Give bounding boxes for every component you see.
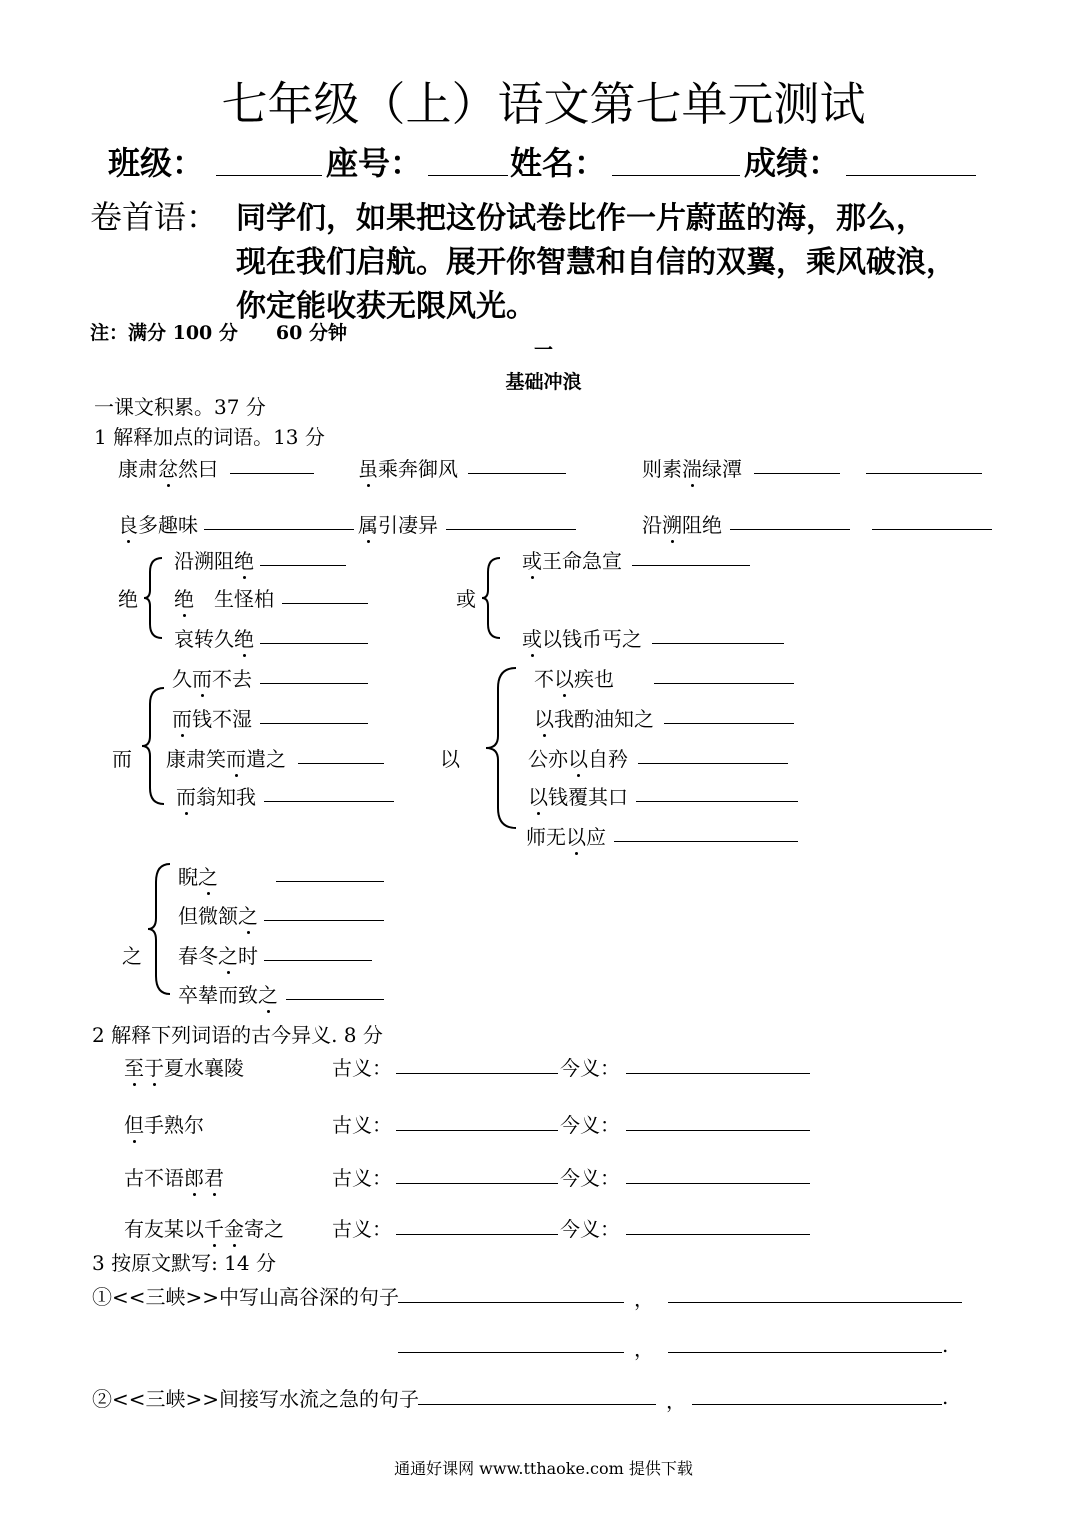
class-label: 班级： xyxy=(108,144,205,182)
group-yi-item-1: 不以疾也 xyxy=(534,667,614,691)
q1-row2-item-1: 良多趣味 xyxy=(118,513,198,537)
group-zhi-answer-4[interactable] xyxy=(286,999,384,1000)
q1-row2-item-2: 属引凄异 xyxy=(358,513,438,537)
q2-item-3: 古不语郎君 xyxy=(124,1166,224,1190)
group-er-answer-2[interactable] xyxy=(260,723,368,724)
group-er-item-2: 而钱不湿 xyxy=(172,707,252,731)
section-number: 一 xyxy=(533,339,553,361)
q1-row1-item-1: 康肃忿然曰 xyxy=(118,457,218,481)
q1-row2-answer-4[interactable] xyxy=(872,529,992,530)
name-field[interactable] xyxy=(612,175,740,176)
q2-gu-answer-2[interactable] xyxy=(396,1130,558,1131)
q2-gu-answer-1[interactable] xyxy=(396,1073,558,1074)
seat-field[interactable] xyxy=(428,175,508,176)
group-zhi-item-1: 睨之 xyxy=(178,865,218,889)
q2-jin-label-2: 今义： xyxy=(560,1113,620,1137)
group-yi-item-2: 以我酌油知之 xyxy=(534,707,654,731)
group-yi-item-5: 师无以应 xyxy=(526,825,606,849)
q3-item1-comma-2: ， xyxy=(634,1337,654,1361)
q3-item1-answer-4[interactable] xyxy=(668,1352,942,1353)
q2-jin-label-4: 今义： xyxy=(560,1217,620,1241)
preface-line-2: 现在我们启航。展开你智慧和自信的双翼，乘风破浪， xyxy=(236,245,956,280)
group-yi-char: 以 xyxy=(440,747,460,771)
q3-item1-answer-2[interactable] xyxy=(668,1302,962,1303)
q2-jin-label-1: 今义： xyxy=(560,1056,620,1080)
q3-item1-period: . xyxy=(942,1333,949,1357)
group-jue-item-1: 沿溯阻绝 xyxy=(174,549,254,573)
group-er-item-4: 而翁知我 xyxy=(176,785,256,809)
q2-gu-label-2: 古义： xyxy=(332,1113,392,1137)
group-huo-char: 或 xyxy=(456,587,476,611)
q2-item-4: 有友某以千金寄之 xyxy=(124,1217,284,1241)
group-er-item-1: 久而不去 xyxy=(172,667,252,691)
group-er-answer-4[interactable] xyxy=(264,801,394,802)
group-huo-answer-1[interactable] xyxy=(632,565,750,566)
q2-jin-answer-2[interactable] xyxy=(626,1130,810,1131)
q3-item2-answer-1[interactable] xyxy=(418,1404,656,1405)
group-zhi-item-4: 卒辇而致之 xyxy=(178,983,278,1007)
q2-item-1: 至于夏水襄陵 xyxy=(124,1056,244,1080)
group-yi-brace xyxy=(484,666,520,830)
q1-row2-answer-1[interactable] xyxy=(204,529,354,530)
group-yi-answer-2[interactable] xyxy=(664,723,794,724)
q1-row1-answer-4[interactable] xyxy=(866,473,982,474)
name-label: 姓名： xyxy=(510,144,607,182)
section-title: 基础冲浪 xyxy=(505,371,582,393)
group-huo-item-1: 或王命急宣 xyxy=(522,549,622,573)
q2-jin-answer-3[interactable] xyxy=(626,1183,810,1184)
score-label: 成绩： xyxy=(744,144,841,182)
group-yi-item-4: 以钱覆其口 xyxy=(528,785,628,809)
q3-item-1: ①<<三峡>>中写山高谷深的句子 xyxy=(92,1285,400,1309)
score-field[interactable] xyxy=(846,175,976,176)
group-yi-answer-5[interactable] xyxy=(614,841,798,842)
q2-gu-answer-3[interactable] xyxy=(396,1183,558,1184)
group-huo-answer-2[interactable] xyxy=(652,643,784,644)
q3-item-2: ②<<三峡>>间接写水流之急的句子 xyxy=(92,1387,420,1411)
q3-item2-period: . xyxy=(942,1385,949,1409)
group-zhi-item-3: 春冬之时 xyxy=(178,944,258,968)
q2-gu-label-1: 古义： xyxy=(332,1056,392,1080)
group-zhi-brace xyxy=(146,862,174,996)
q1-row1-item-3: 则素湍绿潭 xyxy=(642,457,742,481)
q3-title: 3 按原文默写: 14 分 xyxy=(92,1251,276,1275)
q1-row1-answer-2[interactable] xyxy=(468,473,566,474)
q2-gu-label-3: 古义： xyxy=(332,1166,392,1190)
q1-row2-item-3: 沿溯阻绝 xyxy=(642,513,722,537)
group-jue-char: 绝 xyxy=(118,587,138,611)
group-zhi-char: 之 xyxy=(122,944,142,968)
q1-row2-answer-3[interactable] xyxy=(730,529,850,530)
group-yi-answer-3[interactable] xyxy=(638,763,788,764)
group-jue-answer-3[interactable] xyxy=(260,643,368,644)
page-footer: 通通好课网 www.tthaoke.com 提供下载 xyxy=(394,1459,693,1478)
group-zhi-answer-2[interactable] xyxy=(264,920,384,921)
q2-jin-answer-1[interactable] xyxy=(626,1073,810,1074)
seat-label: 座号： xyxy=(326,144,423,182)
page-title: 七年级（上）语文第七单元测试 xyxy=(221,77,866,131)
exam-note: 注：满分 100 分 60 分钟 xyxy=(90,322,347,344)
q2-gu-answer-4[interactable] xyxy=(396,1234,558,1235)
preface-line-1: 同学们，如果把这份试卷比作一片蔚蓝的海，那么， xyxy=(236,201,926,236)
group-zhi-item-2: 但微颔之 xyxy=(178,904,258,928)
group-jue-answer-2[interactable] xyxy=(282,603,368,604)
group-yi-item-3: 公亦以自矜 xyxy=(528,747,628,771)
group-er-answer-3[interactable] xyxy=(298,763,384,764)
group-yi-answer-4[interactable] xyxy=(636,801,798,802)
q3-item2-comma: ， xyxy=(666,1389,686,1413)
q2-item-2: 但手熟尔 xyxy=(124,1113,204,1137)
group-zhi-answer-1[interactable] xyxy=(276,881,384,882)
part1-heading: 一课文积累。37 分 xyxy=(94,395,266,419)
q1-row1-answer-1[interactable] xyxy=(230,473,314,474)
q2-title: 2 解释下列词语的古今异义. 8 分 xyxy=(92,1023,383,1047)
q1-row2-answer-2[interactable] xyxy=(446,529,576,530)
q1-row1-answer-3[interactable] xyxy=(754,473,840,474)
group-huo-brace xyxy=(480,556,504,640)
q2-gu-label-4: 古义： xyxy=(332,1217,392,1241)
group-huo-item-2: 或以钱币丐之 xyxy=(522,627,642,651)
group-jue-item-2: 绝 生怪柏 xyxy=(174,587,274,611)
q3-item2-answer-2[interactable] xyxy=(692,1404,942,1405)
group-er-char: 而 xyxy=(112,747,132,771)
group-jue-item-3: 哀转久绝 xyxy=(174,627,254,651)
q3-item1-answer-3[interactable] xyxy=(398,1352,624,1353)
group-yi-answer-1[interactable] xyxy=(654,683,794,684)
preface-line-3: 你定能收获无限风光。 xyxy=(236,289,536,324)
group-jue-brace xyxy=(142,556,166,640)
preface-label: 卷首语： xyxy=(90,198,219,236)
q3-item1-comma-1: ， xyxy=(634,1287,654,1311)
group-er-answer-1[interactable] xyxy=(260,683,368,684)
group-er-brace xyxy=(140,686,168,806)
q2-jin-label-3: 今义： xyxy=(560,1166,620,1190)
q1-title: 1 解释加点的词语。13 分 xyxy=(94,425,325,449)
group-zhi-answer-3[interactable] xyxy=(264,960,372,961)
group-jue-answer-1[interactable] xyxy=(260,565,346,566)
q3-item1-answer-1[interactable] xyxy=(398,1302,624,1303)
q2-jin-answer-4[interactable] xyxy=(626,1234,810,1235)
group-er-item-3: 康肃笑而遣之 xyxy=(166,747,286,771)
class-field[interactable] xyxy=(216,175,322,176)
q1-row1-item-2: 虽乘奔御风 xyxy=(358,457,458,481)
